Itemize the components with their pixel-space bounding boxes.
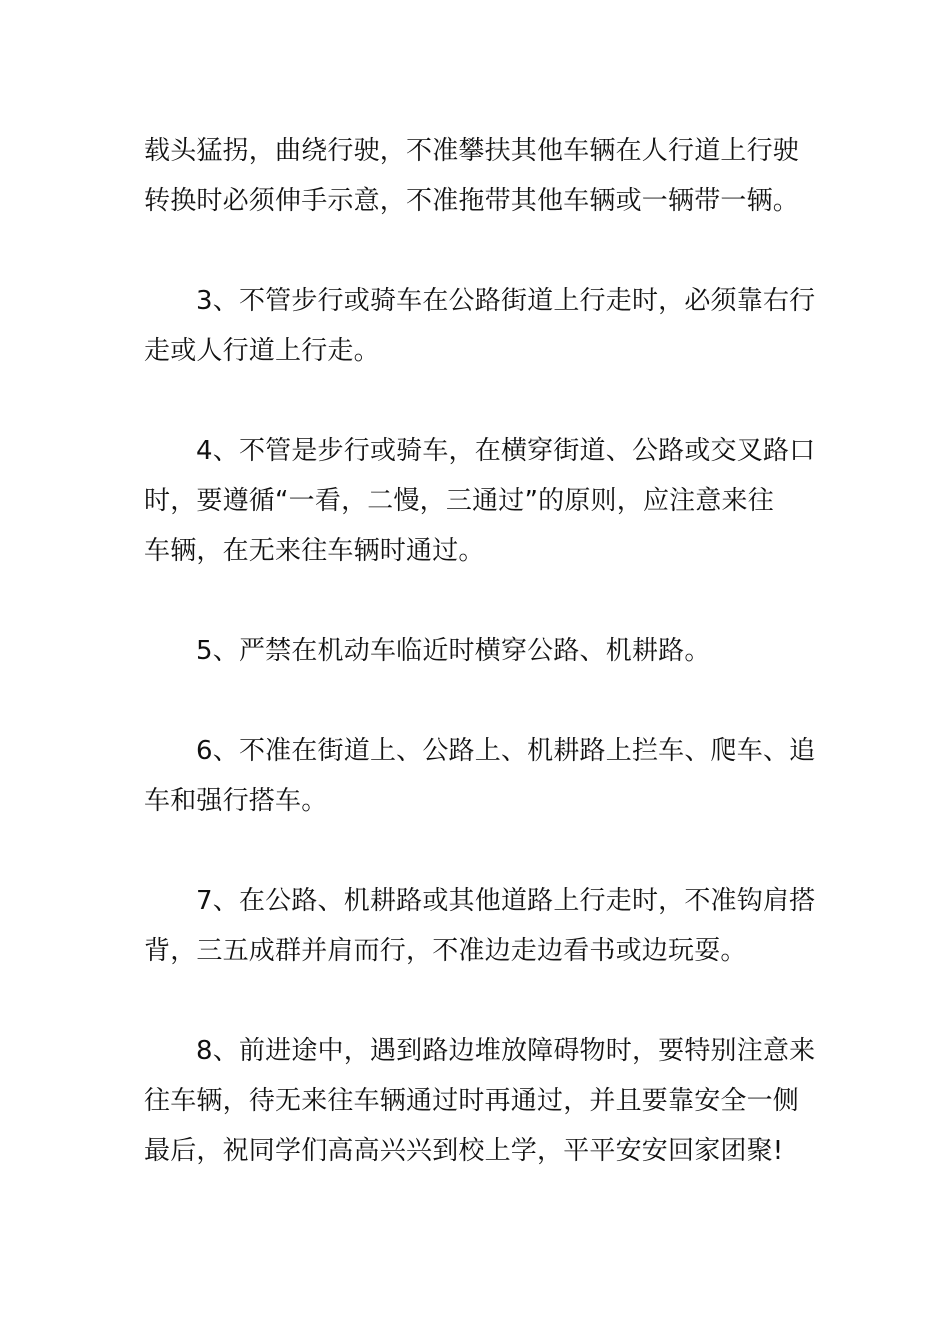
- text-line: 5、严禁在机动车临近时横穿公路、机耕路。: [196, 636, 711, 666]
- text-line: 8、前进途中，遇到路边堆放障碍物时，要特别注意来: [196, 1036, 816, 1066]
- text-line: 车辆，在无来往车辆时通过。: [144, 536, 485, 566]
- text-line: 时，要遵循“一看，二慢，三通过”的原则，应注意来往: [144, 486, 774, 516]
- paragraph-rule-5: [144, 626, 814, 676]
- text-line: 车和强行搭车。: [144, 786, 328, 816]
- paragraph-rule-8-and-closing: [144, 1026, 814, 1176]
- paragraph-rule-7: [144, 876, 814, 976]
- text-line: 最后，祝同学们高高兴兴到校上学，平平安安回家团聚!: [144, 1136, 784, 1166]
- text-line: 7、在公路、机耕路或其他道路上行走时，不准钩肩搭: [196, 886, 816, 916]
- text-line: 转换时必须伸手示意，不准拖带其他车辆或一辆带一辆。: [144, 186, 800, 216]
- document-body: [144, 126, 814, 1226]
- text-line: 6、不准在街道上、公路上、机耕路上拦车、爬车、追: [196, 736, 816, 766]
- text-line: 背，三五成群并肩而行，不准边走边看书或边玩耍。: [144, 936, 747, 966]
- text-line: 载头猛拐，曲绕行驶，不准攀扶其他车辆在人行道上行驶: [144, 136, 800, 166]
- text-line: 走或人行道上行走。: [144, 336, 380, 366]
- paragraph-rule-3: [144, 276, 814, 376]
- paragraph-bicycle-rules-continued: [144, 126, 814, 226]
- paragraph-rule-4: [144, 426, 814, 576]
- text-line: 4、不管是步行或骑车，在横穿街道、公路或交叉路口: [196, 436, 816, 466]
- text-line: 往车辆，待无来往车辆通过时再通过，并且要靠安全一侧: [144, 1086, 800, 1116]
- paragraph-rule-6: [144, 726, 814, 826]
- text-line: 3、不管步行或骑车在公路街道上行走时，必须靠右行: [196, 286, 816, 316]
